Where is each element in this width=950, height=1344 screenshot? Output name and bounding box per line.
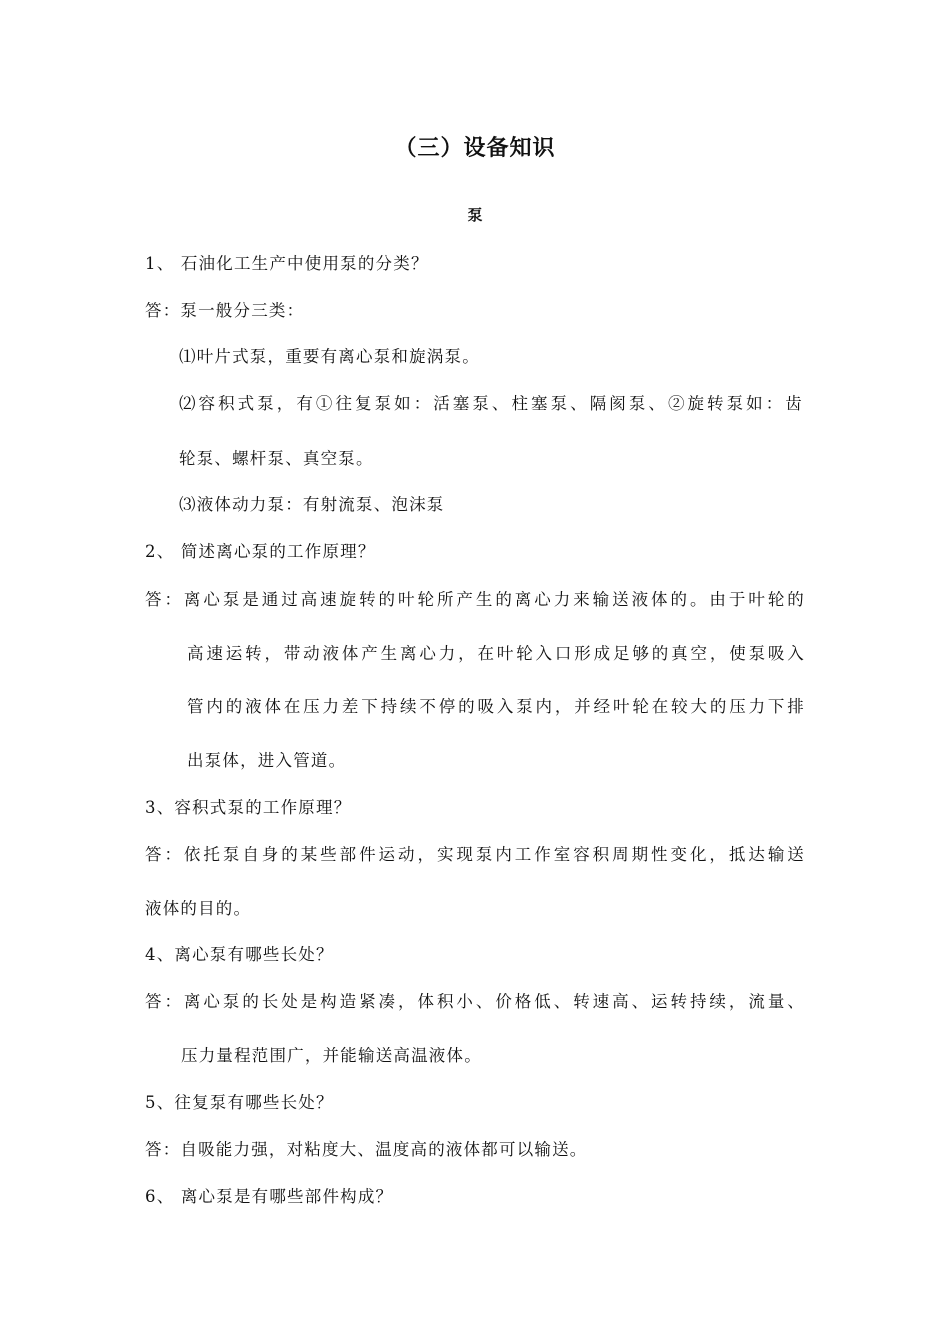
question-4: 4、离心泵有哪些长处？ xyxy=(145,945,334,964)
question-2: 2、 简述离心泵的工作原理？ xyxy=(145,542,376,561)
answer-1-item-2-cont: 轮泵、螺杆泵、真空泵。 xyxy=(179,449,374,468)
document-title: （三）设备知识 xyxy=(394,136,556,161)
question-3: 3、容积式泵的工作原理？ xyxy=(145,798,352,817)
question-6: 6、 离心泵是有哪些部件构成？ xyxy=(145,1187,394,1206)
answer-1-item-2: ⑵容积式泵，有①往复泵如：活塞泵、柱塞泵、隔阂泵、②旋转泵如：齿 xyxy=(179,394,803,413)
answer-1-intro: 答：泵一般分三类： xyxy=(145,301,305,320)
answer-2-line-2: 高速运转，带动液体产生离心力，在叶轮入口形成足够的真空，使泵吸入 xyxy=(187,644,805,663)
answer-3-line-1: 答：依托泵自身的某些部件运动，实现泵内工作室容积周期性变化，抵达输送 xyxy=(145,845,805,864)
answer-2-line-1: 答：离心泵是通过高速旋转的叶轮所产生的离心力来输送液体的。由于叶轮的 xyxy=(145,590,805,609)
answer-3-line-2: 液体的目的。 xyxy=(145,899,252,918)
answer-4-line-1: 答：离心泵的长处是构造紧凑，体积小、价格低、转速高、运转持续，流量、 xyxy=(145,992,805,1011)
question-5: 5、往复泵有哪些长处？ xyxy=(145,1093,334,1112)
section-heading: 泵 xyxy=(467,206,483,224)
answer-2-line-3: 管内的液体在压力差下持续不停的吸入泵内，并经叶轮在较大的压力下排 xyxy=(187,697,805,716)
answer-1-item-1: ⑴叶片式泵，重要有离心泵和旋涡泵。 xyxy=(179,347,480,366)
answer-1-item-3: ⑶液体动力泵：有射流泵、泡沫泵 xyxy=(179,495,445,514)
question-1: 1、 石油化工生产中使用泵的分类？ xyxy=(145,254,429,273)
answer-4-line-2: 压力量程范围广，并能输送高温液体。 xyxy=(181,1046,482,1065)
answer-2-line-4: 出泵体，进入管道。 xyxy=(187,751,347,770)
answer-5: 答：自吸能力强，对粘度大、温度高的液体都可以输送。 xyxy=(145,1140,588,1159)
